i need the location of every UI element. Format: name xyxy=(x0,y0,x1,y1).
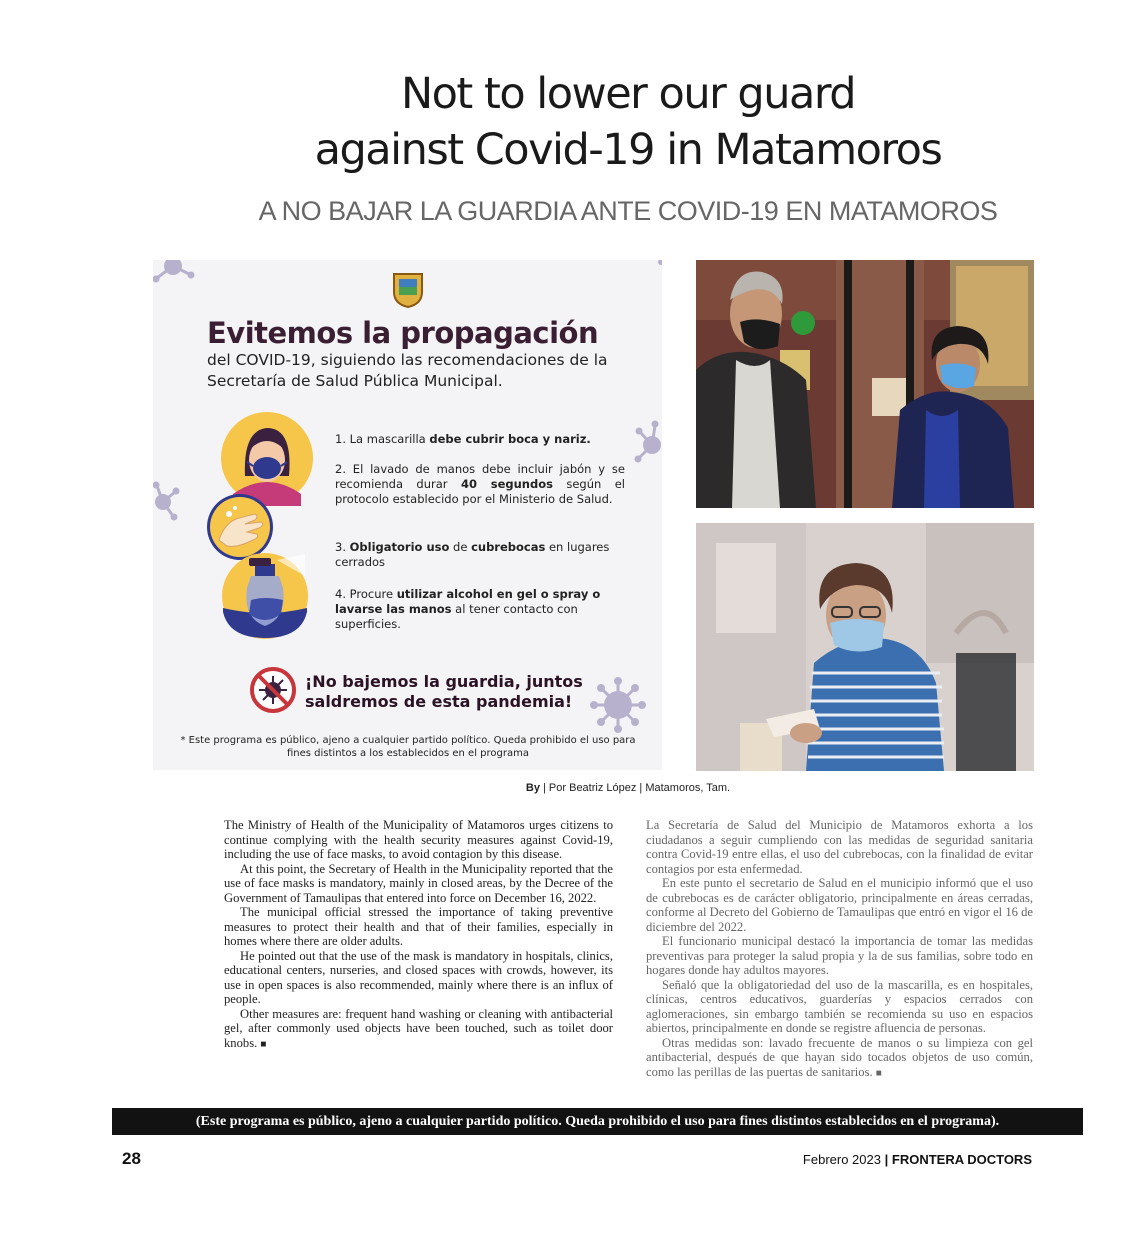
infographic-poster xyxy=(153,260,662,770)
paragraph-es-5 xyxy=(646,1036,1033,1082)
poster-item-3-number: 3. xyxy=(335,540,350,554)
footer-magazine-name: FRONTERA DOCTORS xyxy=(891,1152,1032,1167)
paragraph-es-1: La Secretaría de Salud del Municipio de Matamoros exhorta a los ciudadanos a seguir cumpliendo con las medidas de seguridad sanitaria contra Covid-19 entre ellas, el uso del cubrebocas, con la finalidad de evitar contagios por esta enfermedad. xyxy=(646,818,1033,876)
article-byline xyxy=(150,782,1106,794)
article-title xyxy=(150,66,1106,178)
article-title-line-1: Not to lower our guard xyxy=(400,69,856,119)
poster-item-3-bold: Obligatorio uso xyxy=(349,540,450,554)
poster-item-1-text: 1. La mascarilla xyxy=(335,432,430,446)
footer-date: Febrero 2023 xyxy=(802,1152,881,1167)
paragraph-en-1: The Ministry of Health of the Municipality of Matamoros urges citizens to continue complying with the health security measures against Covid-19, including the use of face masks, to avoid contagion by this disease. xyxy=(224,818,613,861)
paragraph-en-5 xyxy=(224,1007,613,1053)
paragraph-en-3: The municipal official stressed the importance of taking preventive measures to protect their health and that of their families, especially in homes where there are older adults. xyxy=(224,905,613,948)
poster-heading: Evitemos la propagación xyxy=(207,316,599,350)
photo-woman-illustration xyxy=(696,523,1034,771)
article-body-spanish xyxy=(646,818,1033,1081)
byline-label: By xyxy=(525,782,540,794)
poster-item-1 xyxy=(335,432,625,447)
photo-officials-in-masks xyxy=(696,260,1034,508)
photo-woman-in-mask xyxy=(696,523,1034,771)
article-body-english xyxy=(224,818,613,1052)
poster-disclaimer: * Este programa es público, ajeno a cualquier partido político. Queda prohibido el uso para fines distintos a los establecidos en el programa xyxy=(180,735,636,759)
footer-separator: | xyxy=(884,1152,889,1167)
end-mark-es: ■ xyxy=(875,1067,882,1079)
paragraph-es-2: En este punto el secretario de Salud en el municipio informó que el uso de cubrebocas es de carácter obligatorio, principalmente en áreas cerradas, conforme al Decreto del Gobierno de Tamaulipas que entró en vigor el 16 de diciembre del 2022. xyxy=(646,876,1033,934)
poster-item-4-text: 4. Procure xyxy=(335,587,397,601)
poster-item-4 xyxy=(335,587,625,632)
poster-item-2-bold: 40 segundos xyxy=(460,477,553,491)
page-footer xyxy=(803,1152,1032,1167)
program-notice-bar: (Este programa es público, ajeno a cualquier partido político. Queda prohibido el uso para fines distintos establecidos en el programa). xyxy=(112,1108,1083,1135)
poster-item-3 xyxy=(335,540,625,570)
poster-subheading: del COVID-19, siguiendo las recomendaciones de la Secretaría de Salud Pública Municipal. xyxy=(207,351,608,390)
poster-item-2 xyxy=(335,462,625,507)
spray-bottle-icon xyxy=(221,552,309,640)
no-virus-icon xyxy=(249,666,297,714)
photo-officials-illustration xyxy=(696,260,1034,508)
poster-item-3-text: de xyxy=(449,540,472,554)
page-number: 28 xyxy=(122,1149,141,1168)
article-subtitle: A NO BAJAR LA GUARDIA ANTE COVID-19 EN MATAMOROS xyxy=(258,196,998,226)
paragraph-es-3: El funcionario municipal destacó la importancia de tomar las medidas preventivas para proteger la salud propia y la de sus familias, sobre todo en hogares donde hay adultos mayores. xyxy=(646,934,1033,977)
paragraph-es-4: Señaló que la obligatoriedad del uso de la mascarilla, es en hospitales, clínicas, centros educativos, guarderías y espacios cerrados con aglomeraciones, sin embargo también se recomienda su uso en espacios abiertos, principalmente en donde se registre afluencia de personas. xyxy=(646,977,1033,1035)
paragraph-es-5-text: Otras medidas son: lavado frecuente de manos o su limpieza con gel antibacterial, después de que hayan sido tocados objetos de uso común, como las perillas de las puertas de sanitarios. xyxy=(646,1035,1033,1079)
end-mark-en: ■ xyxy=(260,1038,267,1050)
poster-item-3-text-end: en lugares cerrados xyxy=(335,540,610,569)
poster-slogan-line-2: saldremos de esta pandemia! xyxy=(305,692,573,711)
poster-slogan xyxy=(305,672,583,712)
poster-item-2-text: 2. El lavado de manos debe incluir jabón y se recomienda durar xyxy=(335,462,625,491)
paragraph-en-4: He pointed out that the use of the mask is mandatory in hospitals, clinics, educational centers, nurseries, and closed spaces with crowds, however, its use in open spaces is also recommended, mainly where there is an influx of people. xyxy=(224,948,613,1006)
municipal-seal-icon xyxy=(391,270,425,308)
poster-item-1-bold: debe cubrir boca y nariz. xyxy=(429,432,591,446)
poster-slogan-line-1: ¡No bajemos la guardia, juntos xyxy=(305,672,583,691)
paragraph-en-5-text: Other measures are: frequent hand washing or cleaning with antibacterial gel, after commonly used objects have been touched, such as toilet door knobs. xyxy=(224,1006,613,1050)
byline-text: | Por Beatriz López | Matamoros, Tam. xyxy=(543,782,731,794)
paragraph-en-2: At this point, the Secretary of Health in the Municipality reported that the use of face masks is mandatory, mainly in closed areas, by the Decree of the Government of Tamaulipas that entered into force on December 16, 2022. xyxy=(224,861,613,905)
poster-item-4-text-end: al tener contacto con superficies. xyxy=(335,602,578,631)
article-title-line-2: against Covid-19 in Matamoros xyxy=(314,125,942,175)
poster-item-3-bold-2: cubrebocas xyxy=(471,540,546,554)
poster-item-2-text-end: según el protocolo establecido por el Ministerio de Salud. xyxy=(335,477,625,506)
poster-item-4-bold: utilizar alcohol en gel o spray o lavarse las manos xyxy=(335,587,601,616)
